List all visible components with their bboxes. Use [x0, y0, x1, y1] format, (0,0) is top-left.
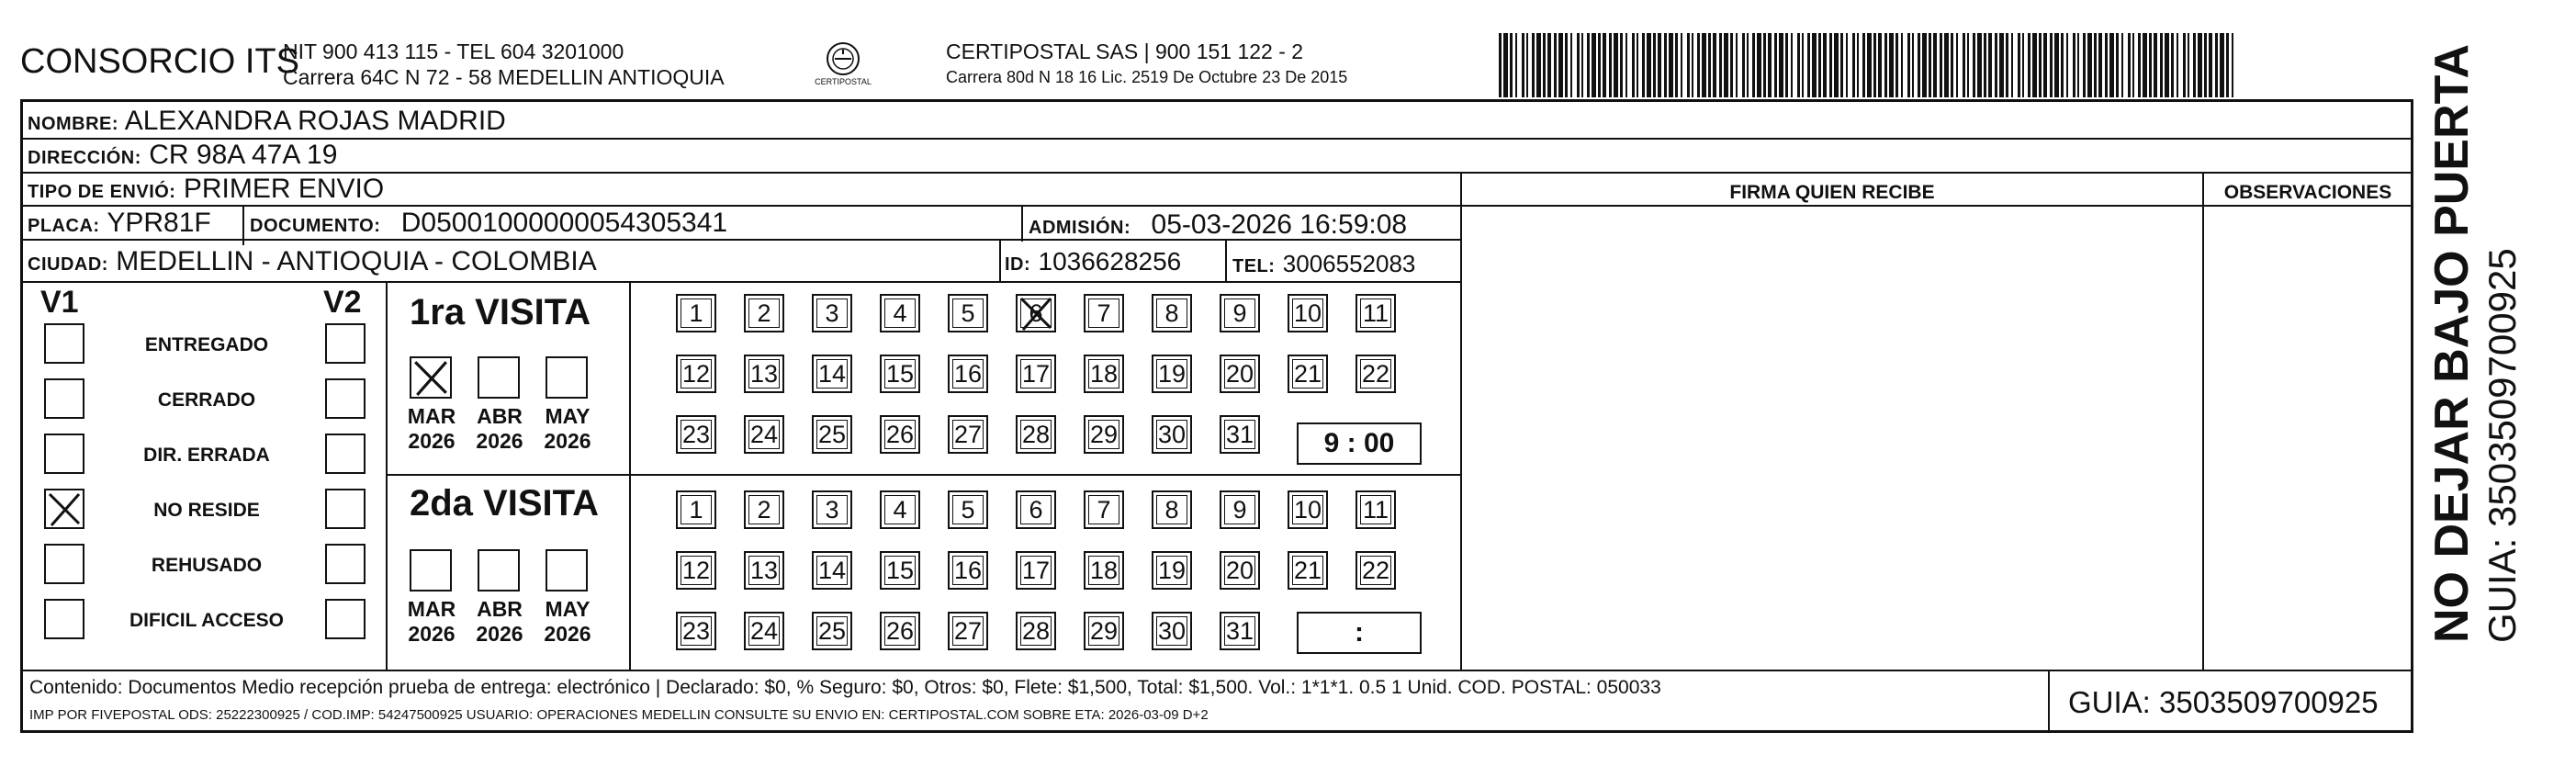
day-box[interactable]: 19: [1152, 551, 1192, 590]
observations-area[interactable]: [2204, 206, 2412, 670]
tipo-label: TIPO DE ENVIÓ:: [28, 182, 176, 202]
tel-value: 3006552083: [1282, 250, 1416, 277]
placa-label: PLACA:: [28, 216, 100, 236]
day-box[interactable]: 23: [676, 612, 716, 650]
side-warning: [2424, 44, 2525, 643]
month-name: MAR: [407, 597, 456, 621]
day-box[interactable]: 16: [948, 355, 988, 393]
day-box[interactable]: 13: [744, 355, 784, 393]
day-box[interactable]: 2: [744, 490, 784, 529]
day-box[interactable]: 11: [1355, 294, 1396, 332]
day-box[interactable]: 23: [676, 415, 716, 454]
day-box[interactable]: 31: [1220, 415, 1260, 454]
v1-checkbox[interactable]: [44, 489, 84, 529]
day-box[interactable]: 17: [1016, 355, 1056, 393]
month-label: [404, 597, 459, 647]
day-box[interactable]: 16: [948, 551, 988, 590]
documento-label: DOCUMENTO:: [250, 216, 381, 236]
day-box[interactable]: 1: [676, 294, 716, 332]
observaciones-header: OBSERVACIONES: [2223, 182, 2392, 203]
documento-value: D05001000000054305341: [400, 208, 728, 238]
day-box[interactable]: 4: [880, 294, 920, 332]
footer-print-info: IMP POR FIVEPOSTAL ODS: 25222300925 / COD.IMP: 54247500925 USUARIO: OPERACIONES MEDELLIN CONSULTE SU ENVIO EN: CERTIPOSTAL.COM SOBRE ETA: 2026-03-09 D+2: [29, 707, 1209, 723]
day-box[interactable]: 1: [676, 490, 716, 529]
day-box[interactable]: 18: [1084, 551, 1124, 590]
admision-label: ADMISIÓN:: [1029, 218, 1131, 238]
day-box[interactable]: 31: [1220, 612, 1260, 650]
day-box[interactable]: 20: [1220, 551, 1260, 590]
day-box[interactable]: 15: [880, 551, 920, 590]
day-box[interactable]: 14: [812, 355, 852, 393]
direccion-value: CR 98A 47A 19: [149, 140, 338, 170]
day-box[interactable]: 17: [1016, 551, 1056, 590]
day-box[interactable]: 5: [948, 490, 988, 529]
month-year: 2026: [408, 622, 456, 646]
admision-row: [1029, 209, 1407, 243]
tipo-value: PRIMER ENVIO: [183, 174, 385, 204]
day-box[interactable]: 28: [1016, 415, 1056, 454]
v1-checkbox[interactable]: [44, 544, 84, 584]
month-year: 2026: [544, 622, 591, 646]
tel-label: TEL:: [1232, 256, 1276, 276]
v1-header: V1: [40, 285, 79, 320]
day-box[interactable]: 10: [1288, 490, 1328, 529]
tel-row: [1232, 248, 1415, 282]
logo-caption: CERTIPOSTAL: [815, 77, 872, 86]
day-box[interactable]: 12: [676, 355, 716, 393]
day-box[interactable]: 9: [1220, 294, 1260, 332]
v2-checkbox[interactable]: [325, 489, 366, 529]
v2-checkbox[interactable]: [325, 323, 366, 364]
month-name: MAY: [545, 404, 591, 428]
day-box[interactable]: 29: [1084, 612, 1124, 650]
month-name: MAR: [407, 404, 456, 428]
day-box[interactable]: 22: [1355, 551, 1396, 590]
day-box[interactable]: 26: [880, 415, 920, 454]
v2-checkbox[interactable]: [325, 378, 366, 419]
certipostal-info: [946, 39, 1347, 90]
month-name: ABR: [477, 597, 523, 621]
admision-value: 05-03-2026 16:59:08: [1151, 209, 1408, 240]
day-box[interactable]: 29: [1084, 415, 1124, 454]
day-box[interactable]: 27: [948, 612, 988, 650]
v1-checkbox[interactable]: [44, 323, 84, 364]
day-box[interactable]: 10: [1288, 294, 1328, 332]
day-box[interactable]: 8: [1152, 294, 1192, 332]
day-box[interactable]: 30: [1152, 612, 1192, 650]
day-box[interactable]: 27: [948, 415, 988, 454]
footer-contents: Contenido: Documentos Medio recepción prueba de entrega: electrónico | Declarado: $0, % Seguro: $0, Otros: $0, Flete: $1,500, Total: $1,500. Vol.: 1*1*1. 0.5 1 Unid. COD. POSTAL: 050033: [29, 677, 1661, 698]
month-checkbox[interactable]: [410, 549, 452, 591]
day-box[interactable]: 8: [1152, 490, 1192, 529]
status-label: CERRADO: [157, 389, 256, 411]
month-year: 2026: [476, 622, 523, 646]
month-name: ABR: [477, 404, 523, 428]
status-label: NO RESIDE: [153, 500, 260, 521]
company-contact: [283, 39, 725, 90]
day-box[interactable]: 21: [1288, 551, 1328, 590]
day-box[interactable]: 25: [812, 415, 852, 454]
day-box[interactable]: 3: [812, 294, 852, 332]
day-box[interactable]: 11: [1355, 490, 1396, 529]
v1-checkbox[interactable]: [44, 378, 84, 419]
tipo-row: [28, 174, 384, 208]
month-label: [540, 597, 595, 647]
v1-checkbox[interactable]: [44, 434, 84, 474]
ciudad-row: [28, 246, 597, 280]
id-label: ID:: [1005, 254, 1031, 275]
month-label: [404, 404, 459, 454]
nombre-value: ALEXANDRA ROJAS MADRID: [124, 106, 506, 136]
company-name: CONSORCIO ITS: [20, 42, 300, 81]
nit-line: NIT 900 413 115 - TEL 604 3201000: [283, 39, 624, 63]
month-label: [472, 404, 527, 454]
day-box[interactable]: 7: [1084, 490, 1124, 529]
day-box[interactable]: 4: [880, 490, 920, 529]
month-label: [540, 404, 595, 454]
side-guia-number: GUIA: 3503509700925: [2480, 248, 2524, 643]
day-box[interactable]: 13: [744, 551, 784, 590]
day-box[interactable]: 21: [1288, 355, 1328, 393]
month-year: 2026: [544, 429, 591, 453]
status-label: REHUSADO: [151, 555, 263, 576]
month-checkbox[interactable]: [410, 356, 452, 399]
certi-line: CERTIPOSTAL SAS | 900 151 122 - 2: [946, 39, 1304, 63]
status-label: DIFICIL ACCESO: [129, 610, 284, 631]
placa-row: [28, 208, 211, 242]
nombre-label: NOMBRE:: [28, 114, 119, 134]
status-label: DIR. ERRADA: [143, 445, 270, 466]
ciudad-value: MEDELLIN - ANTIOQUIA - COLOMBIA: [116, 246, 597, 276]
day-box[interactable]: 7: [1084, 294, 1124, 332]
day-box[interactable]: 18: [1084, 355, 1124, 393]
documento-row: [250, 208, 727, 242]
day-box[interactable]: 2: [744, 294, 784, 332]
day-box[interactable]: 26: [880, 612, 920, 650]
day-box[interactable]: 6: [1016, 490, 1056, 529]
signature-area[interactable]: [1462, 206, 2202, 670]
nombre-row: [28, 106, 506, 140]
day-box[interactable]: 15: [880, 355, 920, 393]
day-box[interactable]: 9: [1220, 490, 1260, 529]
day-box[interactable]: 19: [1152, 355, 1192, 393]
id-row: [1005, 246, 1181, 280]
direccion-label: DIRECCIÓN:: [28, 148, 141, 168]
day-box[interactable]: 5: [948, 294, 988, 332]
id-value: 1036628256: [1038, 247, 1182, 276]
first-visit-time[interactable]: 9 : 00: [1297, 422, 1422, 465]
guia-number: GUIA: 3503509700925: [2068, 685, 2379, 719]
v2-checkbox[interactable]: [325, 544, 366, 584]
v2-checkbox[interactable]: [325, 599, 366, 639]
firma-header: FIRMA QUIEN RECIBE: [1729, 182, 1935, 203]
month-checkbox[interactable]: [546, 356, 588, 399]
day-box[interactable]: 20: [1220, 355, 1260, 393]
v2-checkbox[interactable]: [325, 434, 366, 474]
placa-value: YPR81F: [107, 208, 211, 238]
month-label: [472, 597, 527, 647]
month-checkbox[interactable]: [478, 356, 520, 399]
month-year: 2026: [476, 429, 523, 453]
first-visit-title: 1ra VISITA: [410, 292, 591, 332]
day-box[interactable]: 28: [1016, 612, 1056, 650]
month-name: MAY: [545, 597, 591, 621]
v1-checkbox[interactable]: [44, 599, 84, 639]
day-box[interactable]: 24: [744, 612, 784, 650]
second-visit-title: 2da VISITA: [410, 483, 599, 524]
day-box[interactable]: 30: [1152, 415, 1192, 454]
day-box[interactable]: 14: [812, 551, 852, 590]
v2-header: V2: [323, 285, 362, 320]
day-box[interactable]: 3: [812, 490, 852, 529]
day-box[interactable]: 6: [1016, 294, 1056, 332]
no-dejar-bajo-puerta: NO DEJAR BAJO PUERTA: [2425, 43, 2479, 643]
address-line: Carrera 64C N 72 - 58 MEDELLIN ANTIOQUIA: [283, 65, 725, 89]
month-checkbox[interactable]: [478, 549, 520, 591]
day-box[interactable]: 22: [1355, 355, 1396, 393]
status-label: ENTREGADO: [144, 334, 269, 355]
day-box[interactable]: 25: [812, 612, 852, 650]
second-visit-time[interactable]: :: [1297, 612, 1422, 654]
barcode: [1499, 33, 2233, 97]
month-year: 2026: [408, 429, 456, 453]
ciudad-label: CIUDAD:: [28, 254, 108, 275]
month-checkbox[interactable]: [546, 549, 588, 591]
day-box[interactable]: 24: [744, 415, 784, 454]
direccion-row: [28, 140, 337, 174]
day-box[interactable]: 12: [676, 551, 716, 590]
certi-license: Carrera 80d N 18 16 Lic. 2519 De Octubre 23 De 2015: [946, 68, 1348, 86]
